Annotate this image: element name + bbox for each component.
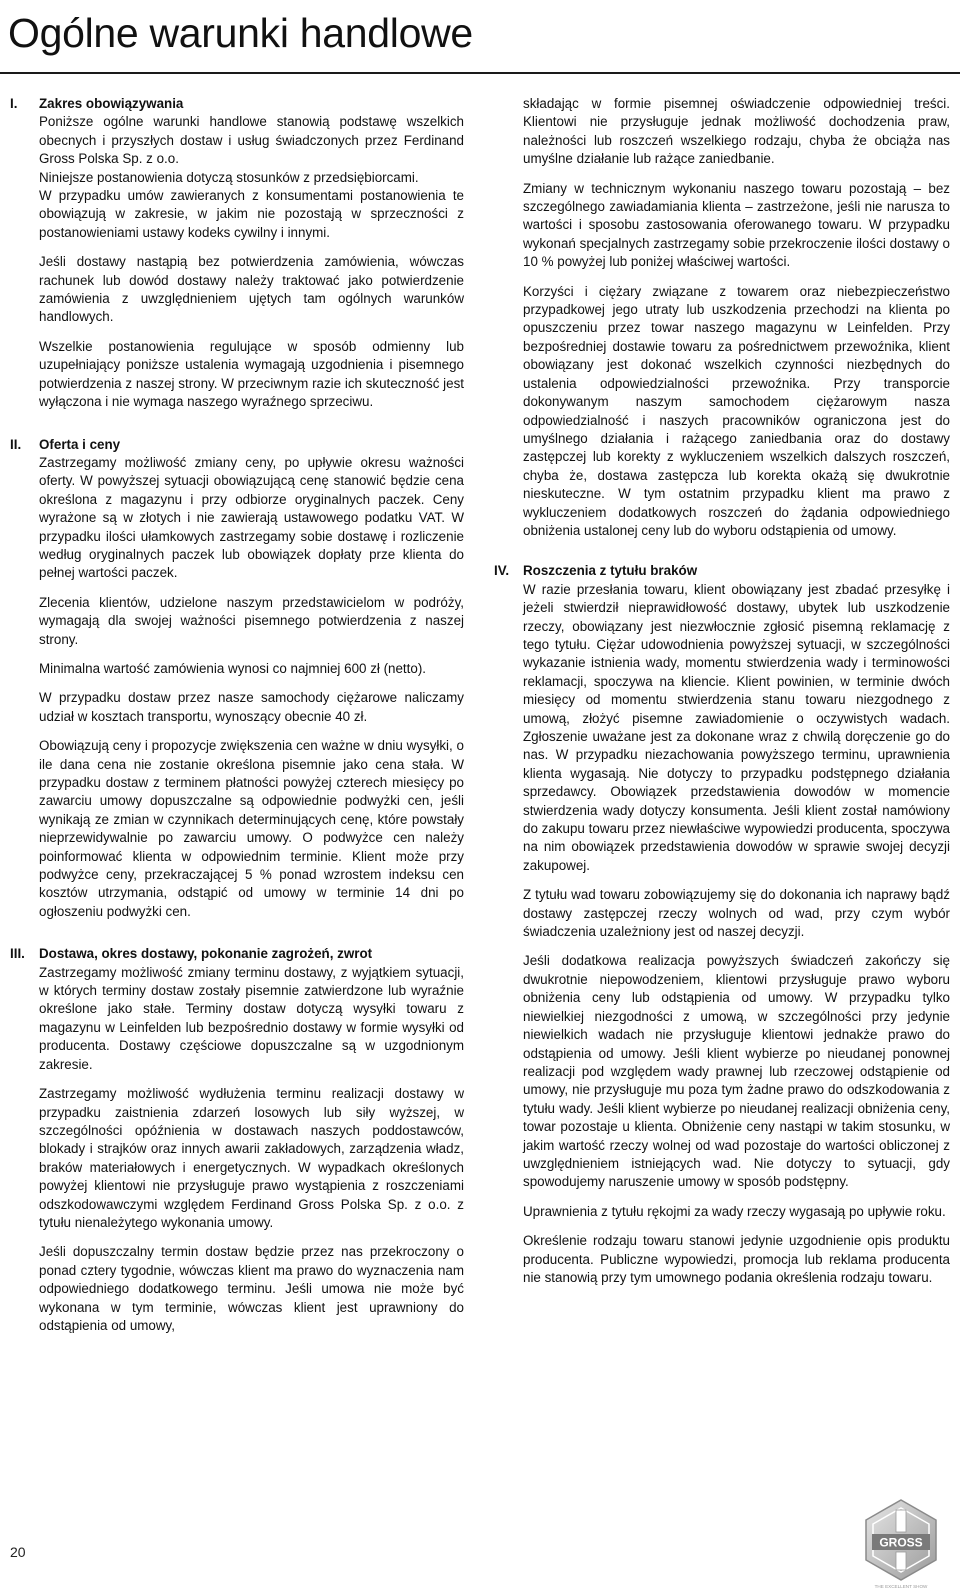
paragraph: Zastrzegamy możliwość zmiany terminu dostawy, z wyjątkiem sytuacji, w których terminy dostaw zostały pisemnie zatwierdzone lub wyraźnie określone jako stałe. Terminy dostaw dotyczą wysyłki towaru z magazynu w Leinfelden lub bezpośrednio dostawy w formie wysyłki od producenta. Dostawy częściowe dopuszczalne są w uzgodnionym zakresie.	[39, 964, 464, 1072]
right-column	[494, 95, 950, 1287]
section-delivery	[10, 945, 464, 1335]
section-warranty-claims	[494, 562, 950, 1287]
section-title: Roszczenia z tytułu braków	[523, 563, 698, 579]
page-number: 20	[10, 1544, 26, 1560]
section-offer-prices	[10, 436, 464, 922]
section-number: IV.	[494, 563, 510, 579]
gross-logo-icon	[856, 1496, 946, 1590]
section-number: II.	[10, 436, 22, 452]
paragraph: W przypadku dostaw przez nasze samochody ciężarowe naliczamy udział w kosztach transportu, wynoszący obecnie 40 zł.	[39, 690, 464, 724]
section-title: Oferta i ceny	[39, 436, 121, 452]
section-body	[39, 454, 464, 921]
section-scope	[10, 95, 464, 412]
paragraph: W razie przesłania towaru, klient obowiązany jest zbadać przesyłkę i jeżeli stwierdził nieprawidłowość dostawy, ubytek lub uszkodzenie rzeczy, obowiązany jest niezwłocznie zgłosić pisemną reklamację z tego tytułu. Ciężar udowodnienia powyższej sytuacji, w szczególności wykazanie istnienia wady, momentu stwierdzenia wady i terminowości reklamacji, spoczywa na kliencie. Klient powinien, w terminie dwóch miesięcy od momentu stwierdzenia stanu towaru niezgodnego z umową, złożyć pisemne zawiadomienie o oczywistych wadach. Zgłoszenie uważane jest za dokonane wraz z chwilą doręczenie go do nas. W przypadku niezachowania powyższego terminu, uprawnienia klienta wygasają. Nie dotyczy to przypadku podstępnego działania sprzedawcy. Obowiązek przedstawienia dowodów w momencie stwierdzenia wady dotyczy konsumenta. Jeśli klient został namówiony do zakupu towaru przez niewłaściwe wypowiedzi producenta, spoczywa na nim obowiązek przedstawienia dowodów w sprawie swojej decyzji zakupowej.	[523, 581, 950, 873]
page-title: Ogólne warunki handlowe	[8, 10, 473, 56]
section-body	[39, 113, 464, 411]
left-column	[10, 95, 464, 1335]
paragraph: W przypadku umów zawieranych z konsumentami postanowienia te obowiązują w zakresie, w jakim nie pozostają w sprzeczności z postanowieniami ustawy kodeks cywilny i innymi.	[39, 188, 464, 240]
section-number: I.	[10, 96, 18, 111]
paragraph: Korzyści i ciężary związane z towarem oraz niebezpieczeństwo przypadkowej jego utraty lub uszkodzenia przechodzi na klienta po opuszczeniu przez towar naszego magazynu w Leinfelden. Przy bezpośredniej dostawie towaru za pośrednictwem przewoźnika, klient obowiązany jest dokonać wszelkich czynności niezbędnych do ustalenia odpowiedzialności przewoźnika. Przy transporcie dokonywanym naszym samochodem ciężarowym nasza odpowiedzialność i naszych pracowników ograniczona jest do umyślnego działania i rażącego zaniedbania oraz do dostawy zastępczej lub korekty z wykluczeniem wszelkich dalszych roszczeń, chyba że, dostawa zastępcza lub korekta okażą się dwukrotnie nieskuteczne. W tym ostatnim przypadku klient ma prawo z wykluczeniem dodatkowych roszczeń do żądania odpowiedniego obniżenia ustalonej ceny lub do wyboru odstąpienia od umowy.	[523, 283, 950, 538]
gross-logo-graphic	[856, 1496, 946, 1590]
section-body	[39, 964, 464, 1336]
section-title: Dostawa, okres dostawy, pokonanie zagrożeń, zwrot	[39, 946, 373, 962]
section-body	[523, 95, 950, 540]
paragraph: Minimalna wartość zamówienia wynosi co najmniej 600 zł (netto).	[39, 660, 427, 676]
paragraph: Jeśli dodatkowa realizacja powyższych świadczeń zakończy się dwukrotnie niepowodzeniem, klientowi przysługuje prawo wyboru obniżenia ceny lub odstąpienia od umowy. W przypadku tylko niewielkiej niezgodności z umową, w szczególności przy jedynie niewielkich wadach nie przysługuje klientowi jednakże prawo do odstąpienia od umowy. Jeśli klient wybierze po nieudanej ponownej realizacji pod względem wady prawnej lub rzeczowej odstąpienie od umowy, nie przysługuje mu poza tym żadne prawo do odszkodowania z tytułu wady. Jeśli klient wybierze po nieudanej realizacji obniżenia ceny, towar pozostaje u klienta. Obniżenie ceny nastąpi w takim stosunku, w jakim wartość rzeczy wolnej od wad pozostaje do wartości obliczonej z uwzględnieniem istniejących wad. Nie dotyczy to sytuacji, gdy spowodujemy naruszenie umowy w sposób podstępny.	[523, 953, 950, 1190]
section-number: III.	[10, 946, 25, 962]
paragraph: Z tytułu wad towaru zobowiązujemy się do dokonania ich naprawy bądź dostawy zastępczej rzeczy wolnych od wad, przy czym wybór świadczenia uzależniony jest od naszej decyzji.	[523, 887, 950, 940]
paragraph: Jeśli dopuszczalny termin dostaw będzie przez nas przekroczony o ponad cztery tygodnie, wówczas klient ma prawo do wyznaczenia nam odpowiedniego dodatkowego terminu. Jeśli umowa nie może być wykonana w tym terminie, wówczas klient jest uprawniony do odstąpienia od umowy,	[39, 1244, 464, 1333]
paragraph: Obowiązują ceny i propozycje zwiększenia cen ważne w dniu wysyłki, o ile dana cena nie zostanie określona pisemnie jako cena stała. W przypadku dostaw z terminem płatności powyżej czterech miesięcy po zawarciu umowy dopuszczalne są odpowiednie podwyżki cen, jeśli wynikają ze zmian w czynnikach determinujących cenę, które powstały nieprzewidywalnie po zawarciu umowy. O podwyżce cen należy poinformować klienta w odpowiednim terminie. Klient może przy podwyżce ceny, przekraczającej 5 % ponad wzrostem indeksu cen kosztów utrzymania, odstąpić od umowy w terminie 14 dni po ogłoszeniu podwyżki cen.	[39, 738, 464, 919]
logo-text: GROSS	[879, 1535, 923, 1550]
paragraph: Niniejsze postanowienia dotyczą stosunków z przedsiębiorcami.	[39, 169, 419, 185]
paragraph: Zastrzegamy możliwość zmiany ceny, po upływie okresu ważności oferty. W powyższej sytuacji obowiązującą cenę stanowić będzie cena określona z magazynu i przy odbiorze oryginalnych paczek. Ceny wyrażone są w złotych i nie zawierają ustawowego podatku VAT. W przypadku ilości ułamkowych zastrzegamy sobie dostawę i rozliczenie według oryginalnych paczek lub obowiązek dopłaty prze klienta do pełnej wartości paczek.	[39, 454, 464, 581]
section-delivery-continued	[494, 95, 950, 540]
title-divider	[0, 72, 960, 74]
paragraph: Zlecenia klientów, udzielone naszym przedstawicielom w podróży, wymagają dla swojej ważności pisemnego potwierdzenia z naszej strony.	[39, 594, 464, 647]
paragraph: Zmiany w technicznym wykonaniu naszego towaru pozostają – bez szczególnego zawiadamiania klienta – zastrzeżone, jeśli nie narusza to wartości i sposobu zastosowania oferowanego towaru. W przypadku wykonań specjalnych zastrzegamy sobie przekroczenie ilości dostawy o 10 % powyżej lub poniżej właściwej wartości.	[523, 180, 950, 270]
logo-tagline: THE EXCELLENT SHOW	[874, 1584, 928, 1589]
paragraph: Poniższe ogólne warunki handlowe stanowią podstawę wszelkich obecnych i przyszłych dostaw i usług świadczonych przez Ferdinand Gross Polska Sp. z o.o.	[39, 114, 464, 167]
section-body	[523, 581, 950, 1288]
paragraph: Wszelkie postanowienia regulujące w sposób odmienny lub uzupełniający poniższe ustalenia wymagają uzgodnienia i pisemnego potwierdzenia z naszej strony. W przeciwnym razie ich skuteczność jest wyłączona i nie wymaga naszego wyraźnego sprzeciwu.	[39, 338, 464, 410]
paragraph: Zastrzegamy możliwość wydłużenia terminu realizacji dostawy w przypadku zaistnienia zdarzeń losowych lub siły wyższej, w szczególności opóźnienia w dostawach naszych poddostawców, blokady i strajków oraz innych awarii zakładowych, zarządzenia władz, braków materiałowych i energetycznych. W wypadkach określonych powyżej klientowi nie przysługuje prawo wystąpienia z roszczeniami odszkodowawczymi względem Ferdinand Gross Polska Sp. z o.o. z tytułu nienależytego wykonania umowy.	[39, 1086, 464, 1230]
paragraph: Określenie rodzaju towaru stanowi jedynie uzgodnienie opis produktu producenta. Publiczne wypowiedzi, promocja lub reklama producenta nie stanowią przy tym umownego podania określenia rodzaju towaru.	[523, 1233, 950, 1285]
paragraph: Uprawnienia z tytułu rękojmi za wady rzeczy wygasają po upływie roku.	[523, 1203, 946, 1219]
paragraph: Jeśli dostawy nastąpią bez potwierdzenia zamówienia, wówczas rachunek lub dowód dostawy należy traktować jako potwierdzenie zamówienia z uwzględnieniem ujętych tam ogólnych warunków handlowych.	[39, 254, 464, 325]
paragraph: składając w formie pisemnej oświadczenie odpowiedniej treści. Klientowi nie przysługuje jednak możliwość dochodzenia praw, należności lub roszczeń wszelkiego rodzaju, chyba że obciąża nas umyślne działanie lub rażące zaniedbanie.	[523, 96, 950, 167]
section-title: Zakres obowiązywania	[39, 96, 184, 111]
